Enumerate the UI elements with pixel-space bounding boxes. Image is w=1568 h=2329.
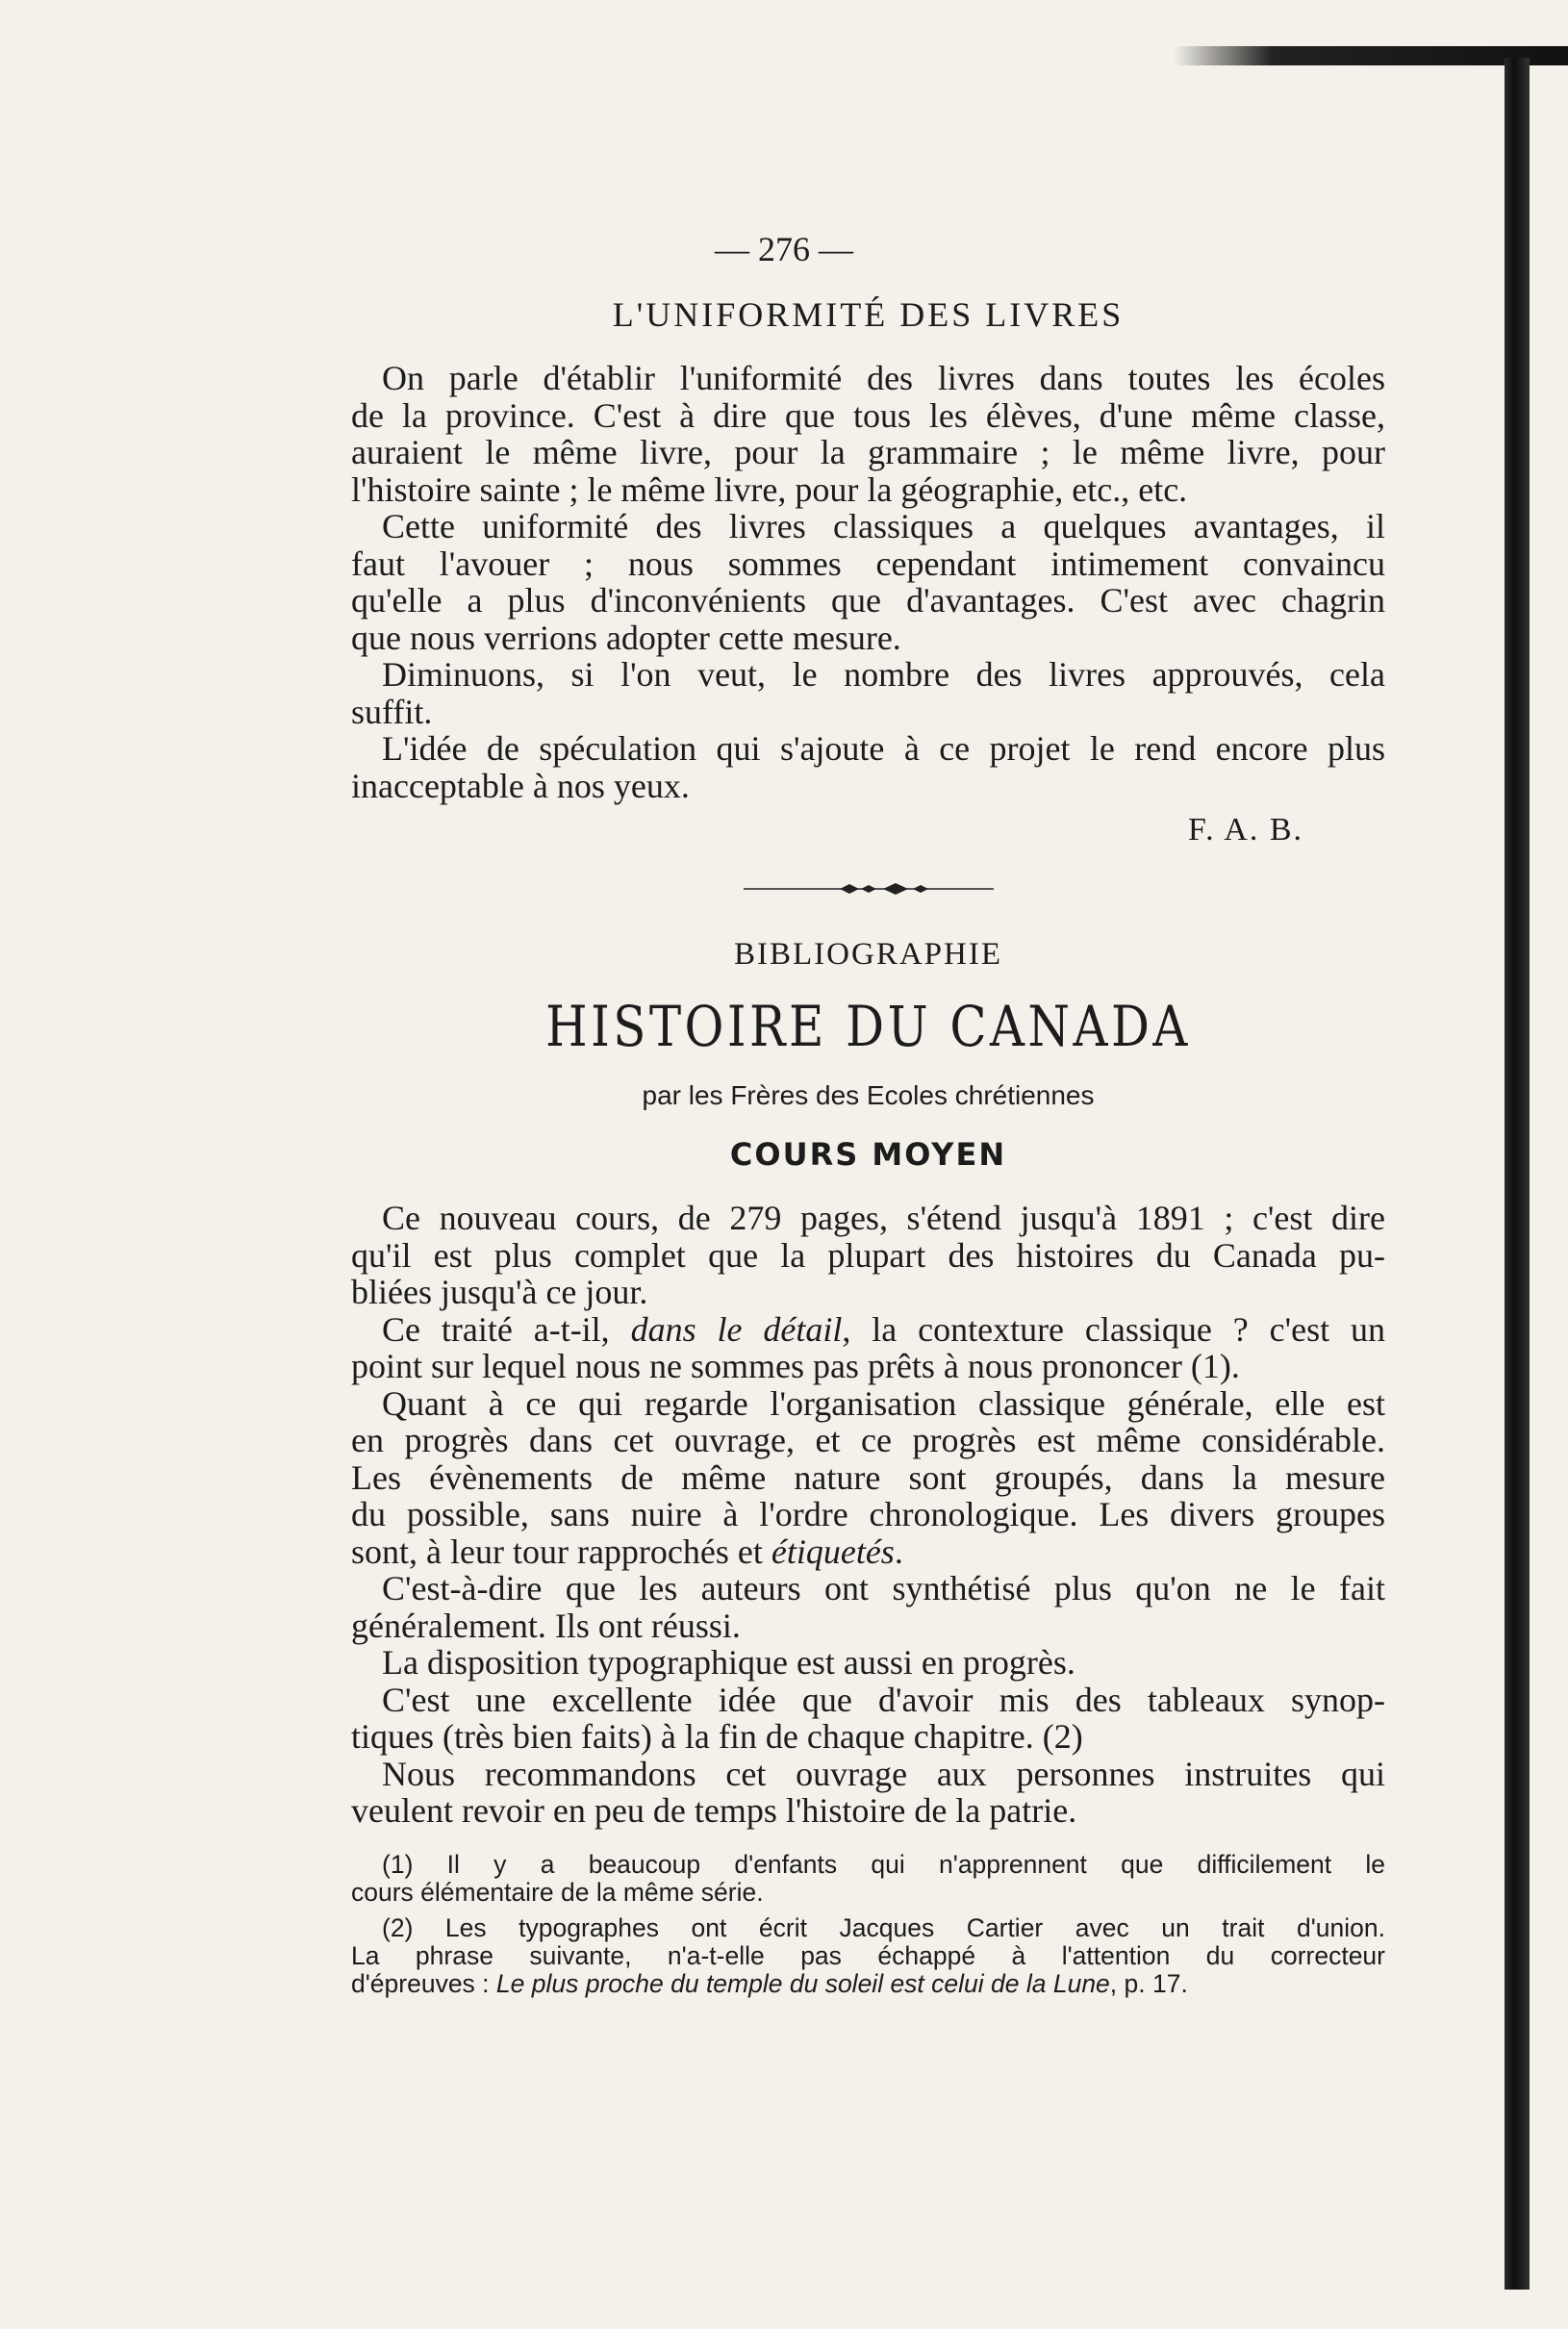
book-title: HISTOIRE DU CANADA [545, 994, 1191, 1059]
article-paragraph-line: de la province. C'est à dire que tous les élèves, d'une même classe, [351, 395, 1385, 435]
section-heading: BIBLIOGRAPHIE [734, 937, 1002, 972]
book-subtitle: COURS MOYEN [729, 1136, 1007, 1173]
review-paragraph-line: point sur lequel nous ne sommes pas prêts à nous prononcer (1). [351, 1347, 1240, 1385]
review-paragraph-line: veulent revoir en peu de temps l'histoire de la patrie. [351, 1791, 1077, 1830]
article-paragraph-line: suffit. [351, 692, 433, 731]
article-paragraph-line: On parle d'établir l'uniformité des livres dans toutes les écoles [382, 359, 1385, 397]
article-paragraph-line: auraient le même livre, pour la grammaire ; le même livre, pour [351, 433, 1385, 471]
ornament-divider-icon [744, 879, 994, 899]
article-paragraph-line: faut l'avouer ; nous sommes cependant intimement convaincu [351, 544, 1385, 583]
footnote-line: (2) Les typographes ont écrit Jacques Cartier avec un trait d'union. [382, 1912, 1385, 1942]
review-paragraph-line: Nous recommandons cet ouvrage aux personnes instruites qui [382, 1754, 1385, 1793]
footnote-line: cours élémentaire de la même série. [351, 1877, 764, 1907]
review-paragraph-line: C'est-à-dire que les auteurs ont synthétisé plus qu'on ne le fait [382, 1569, 1385, 1608]
page-number: — 276 — [715, 230, 853, 268]
page-content [351, 231, 1385, 1998]
review-paragraph-line: Ce nouveau cours, de 279 pages, s'étend jusqu'à 1891 ; c'est dire [382, 1199, 1385, 1237]
footnote-line: d'épreuves : Le plus proche du temple du soleil est celui de la Lune, p. 17. [351, 1968, 1188, 1998]
footnote-line: La phrase suivante, n'a-t-elle pas échappé à l'attention du correcteur [351, 1940, 1385, 1970]
article-paragraph-line: Cette uniformité des livres classiques a quelques avantages, il [382, 507, 1385, 545]
book-byline: par les Frères des Ecoles chrétiennes [642, 1080, 1095, 1110]
review-paragraph-line: qu'il est plus complet que la plupart des histoires du Canada pu- [351, 1235, 1385, 1275]
article-paragraph-line: que nous verrions adopter cette mesure. [351, 618, 901, 657]
review-paragraph-line: Quant à ce qui regarde l'organisation classique générale, elle est [382, 1383, 1385, 1423]
review-paragraph-line: généralement. Ils ont réussi. [351, 1606, 741, 1645]
footnote-line: (1) Il y a beaucoup d'enfants qui n'apprennent que difficilement le [382, 1849, 1385, 1879]
article-title: L'UNIFORMITÉ DES LIVRES [612, 295, 1125, 334]
review-paragraph-line: sont, à leur tour rapprochés et étiquetés. [351, 1532, 903, 1571]
footnotes [351, 1851, 1385, 1998]
review-paragraph-line: tiques (très bien faits) à la fin de chaque chapitre. (2) [351, 1717, 1083, 1756]
review-paragraph-line: du possible, sans nuire à l'ordre chronologique. Les divers groupes [351, 1495, 1385, 1533]
article-paragraph-line: Diminuons, si l'on veut, le nombre des livres approuvés, cela [382, 655, 1385, 694]
article-paragraph-line: inacceptable à nos yeux. [351, 766, 690, 805]
review-body [351, 1200, 1385, 1830]
scan-book-spine [1505, 58, 1530, 2290]
article-body [351, 360, 1385, 804]
review-paragraph-line: La disposition typographique est aussi en progrès. [382, 1643, 1075, 1682]
review-paragraph-line: Les évènements de même nature sont groupés, dans la mesure [351, 1457, 1385, 1497]
article-paragraph-line: l'histoire sainte ; le même livre, pour la géographie, etc., etc. [351, 469, 1188, 509]
article-paragraph-line: qu'elle a plus d'inconvénients que d'avantages. C'est avec chagrin [351, 581, 1385, 620]
review-paragraph-line: bliées jusqu'à ce jour. [351, 1273, 648, 1311]
article-paragraph-line: L'idée de spéculation qui s'ajoute à ce projet le rend encore plus [382, 729, 1385, 768]
review-paragraph-line: Ce traité a-t-il, dans le détail, la contexture classique ? c'est un [382, 1309, 1385, 1349]
review-paragraph-line: C'est une excellente idée que d'avoir mis des tableaux synop- [382, 1680, 1385, 1719]
article-signature: F. A. B. [1187, 812, 1303, 848]
review-paragraph-line: en progrès dans cet ouvrage, et ce progrès est même considérable. [351, 1421, 1385, 1459]
